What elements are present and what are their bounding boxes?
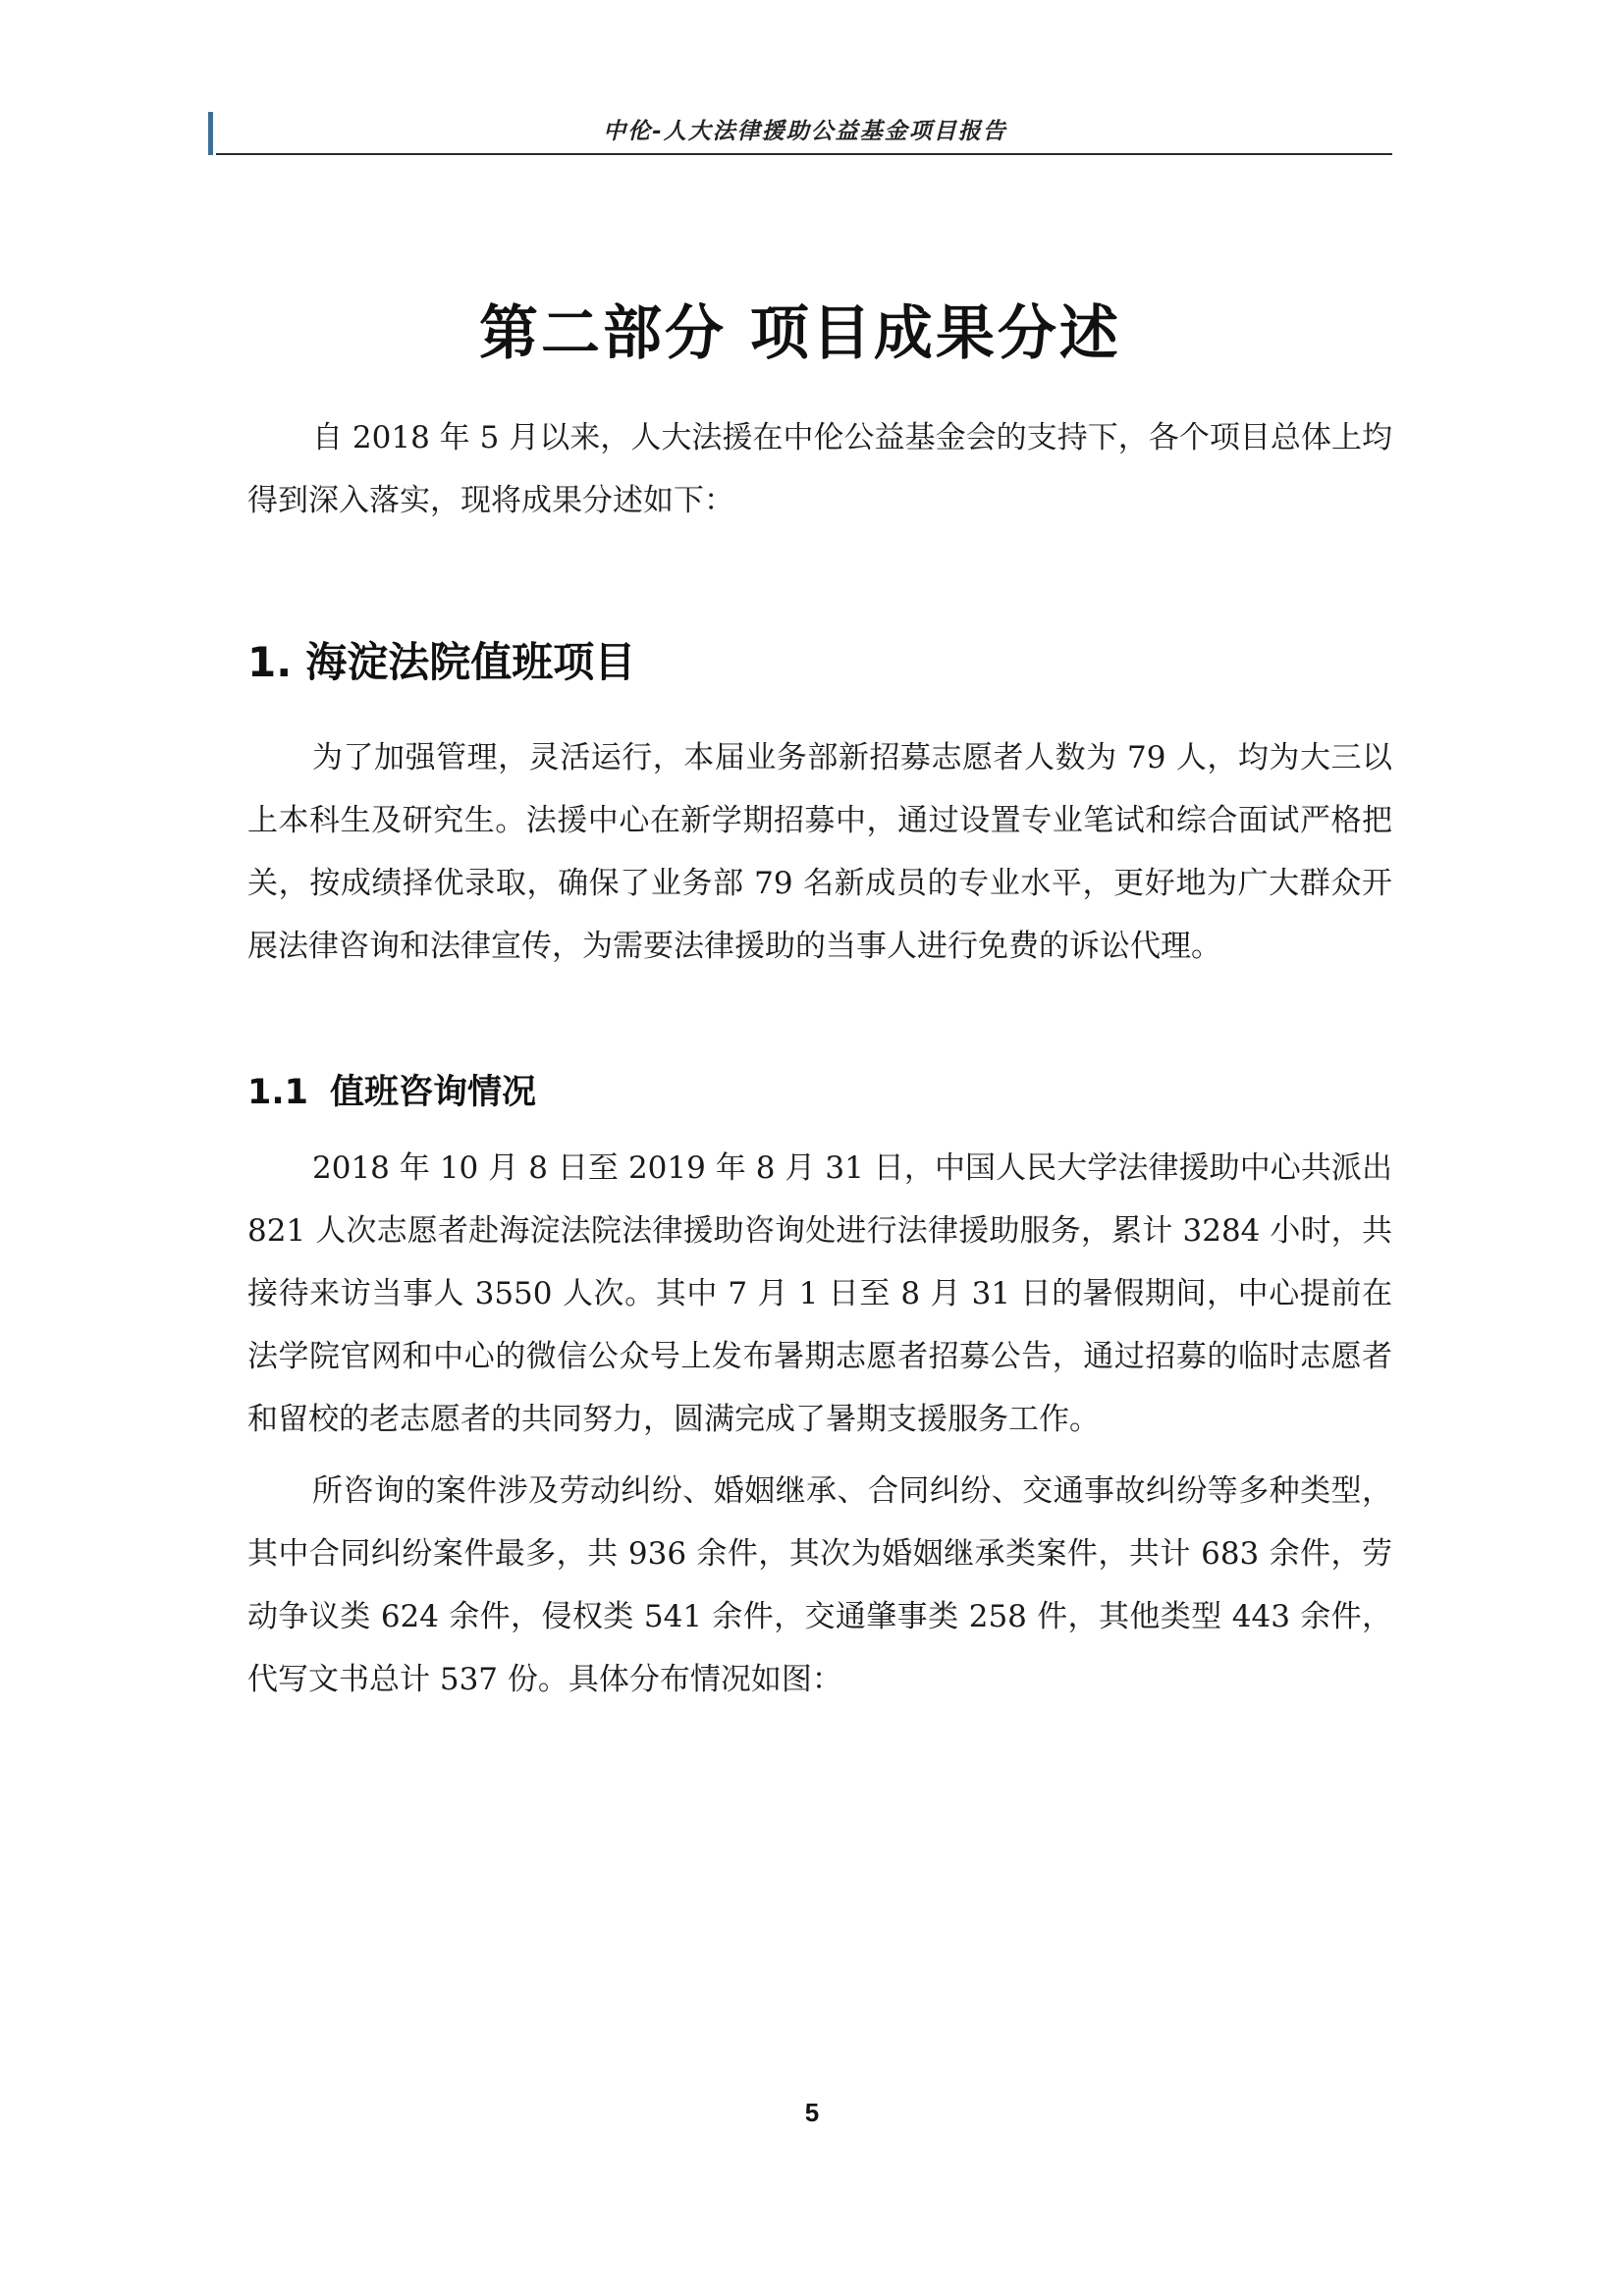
section-paragraph: 为了加强管理，灵活运行，本届业务部新招募志愿者人数为 79 人，均为大三以上本科生及研究生。法援中心在新学期招募中，通过设置专业笔试和综合面试严格把关，按成绩择优录取，确保了业务部 79 名新成员的专业水平，更好地为广大群众开展法律咨询和法律宣传，为需要法律援助的当事人进行免费的诉讼代理。: [247, 740, 1392, 964]
subsection-title: 值班咨询情况: [330, 1073, 537, 1112]
header-rule: [216, 153, 1392, 155]
subsection-heading: [247, 1063, 536, 1122]
header-accent-bar: [208, 112, 213, 155]
page-header: [208, 112, 1392, 155]
section-heading: [247, 628, 635, 697]
subsection-number: 1.1: [247, 1073, 309, 1112]
part-title: 第二部分 项目成果分述: [479, 299, 1121, 368]
intro-paragraph: 自 2018 年 5 月以来，人大法援在中伦公益基金会的支持下，各个项目总体上均得到深入落实，现将成果分述如下：: [247, 420, 1392, 518]
subsection-paragraph-1: 2018 年 10 月 8 日至 2019 年 8 月 31 日，中国人民大学法律援助中心共派出 821 人次志愿者赴海淀法院法律援助咨询处进行法律援助服务，累计 3284 小时，共接待来访当事人 3550 人次。其中 7 月 1 日至 8 月 31 日的暑假期间，中心提前在法学院官网和中心的微信公众号上发布暑期志愿者招募公告，通过招募的临时志愿者和留校的老志愿者的共同努力，圆满完成了暑期支援服务工作。: [247, 1150, 1392, 1437]
subsection-paragraph-2: 所咨询的案件涉及劳动纠纷、婚姻继承、合同纠纷、交通事故纠纷等多种类型，其中合同纠纷案件最多，共 936 余件，其次为婚姻继承类案件，共计 683 余件，劳动争议类 624 余件，侵权类 541 余件，交通肇事类 258 件，其他类型 443 余件，代写文书总计 537 份。具体分布情况如图：: [247, 1473, 1392, 1697]
section-title: 海淀法院值班项目: [305, 638, 636, 686]
section-number: 1.: [247, 638, 293, 686]
header-title: 中伦-人大法律援助公益基金项目报告: [603, 119, 1007, 144]
page-number: 5: [804, 2098, 820, 2127]
